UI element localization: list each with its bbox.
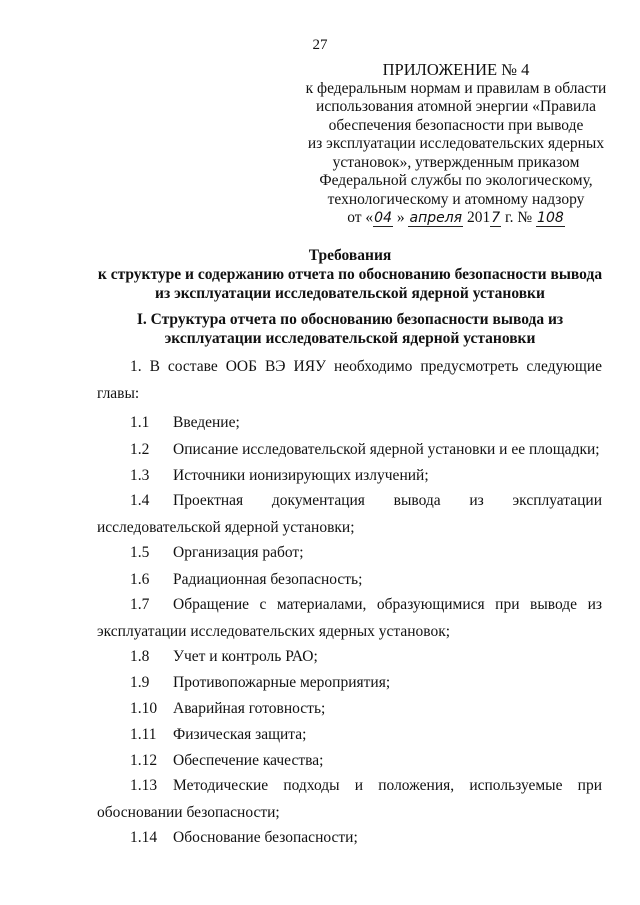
item-text: Противопожарные мероприятия; — [173, 674, 391, 691]
list-item — [97, 772, 602, 826]
document-title — [40, 246, 640, 303]
item-number: 1.4 — [130, 492, 150, 509]
order-month-handwritten: апреля — [409, 210, 463, 226]
item-number: 1.2 — [130, 441, 150, 458]
section-heading-line: эксплуатации исследовательской ядерной установки — [164, 330, 536, 347]
appendix-line: Федеральной службы по экологическому, — [319, 172, 593, 189]
page-number: 27 — [312, 37, 328, 53]
item-text: Обращение с материалами, образующимися при выводе из эксплуатации исследовательских ядерных установок; — [97, 596, 602, 640]
section-heading — [40, 310, 640, 348]
item-text: Физическая защита; — [173, 726, 307, 743]
order-mid: » — [392, 209, 409, 226]
title-line: Требования — [308, 247, 392, 264]
order-line — [300, 209, 612, 228]
section-heading-line: I. Структура отчета по обоснованию безопасности вывода из — [136, 311, 564, 328]
appendix-line: установок», утвержденным приказом — [332, 153, 580, 171]
item-text: Введение; — [173, 414, 240, 431]
appendix-line: обеспечения безопасности при выводе — [328, 116, 584, 134]
list-item — [97, 436, 602, 463]
order-day-handwritten: 04 — [374, 210, 392, 226]
order-number-handwritten: 108 — [537, 210, 564, 226]
item-text: Обеспечение качества; — [173, 752, 324, 769]
item-text: Проектная документация вывода из эксплуатации исследовательской ядерной установки; — [97, 492, 602, 536]
item-text: Методические подходы и положения, используемые при обосновании безопасности; — [97, 777, 602, 821]
list-item — [97, 695, 602, 722]
item-number: 1.12 — [130, 752, 158, 769]
list-item — [97, 487, 602, 541]
item-number: 1.10 — [130, 700, 158, 717]
list-item — [97, 566, 602, 593]
appendix-line: технологическому и атомному надзору — [327, 190, 585, 208]
order-year-start: 201 — [463, 209, 491, 226]
item-number: 1.7 — [130, 596, 150, 613]
list-item — [97, 747, 602, 774]
item-text: Радиационная безопасность; — [173, 571, 363, 588]
appendix-title: ПРИЛОЖЕНИЕ № 4 — [382, 60, 530, 79]
list-item — [97, 721, 602, 748]
appendix-line: из эксплуатации исследовательских ядерных — [307, 135, 605, 152]
list-item — [97, 462, 602, 489]
list-item — [97, 643, 602, 670]
list-item — [97, 669, 602, 696]
list-item — [97, 591, 602, 645]
order-year-end-handwritten: 7 — [491, 210, 501, 226]
item-number: 1.3 — [130, 467, 150, 484]
item-number: 1.1 — [130, 414, 150, 431]
item-number: 1.14 — [130, 829, 158, 846]
item-text: Обоснование безопасности; — [173, 829, 358, 846]
order-suffix: г. № — [501, 209, 537, 226]
appendix-line: к федеральным нормам и правилам в области — [305, 79, 607, 97]
item-number: 1.11 — [130, 726, 157, 743]
paragraph-1: 1. В составе ООБ ВЭ ИЯУ необходимо предусмотреть следующие главы: — [97, 358, 602, 402]
item-text: Источники ионизирующих излучений; — [173, 467, 429, 484]
title-line: к структуре и содержанию отчета по обоснованию безопасности вывода — [97, 266, 603, 283]
item-number: 1.8 — [130, 648, 150, 665]
list-item — [97, 409, 602, 436]
item-number: 1.5 — [130, 544, 150, 561]
item-text: Описание исследовательской ядерной установки и ее площадки; — [173, 441, 600, 458]
order-prefix: от « — [347, 209, 374, 226]
item-text: Аварийная готовность; — [173, 700, 326, 717]
list-item — [97, 539, 602, 566]
title-line: из эксплуатации исследовательской ядерной установки — [155, 285, 545, 302]
appendix-header — [300, 61, 612, 228]
item-text: Учет и контроль РАО; — [173, 648, 318, 665]
appendix-line: использования атомной энергии «Правила — [316, 98, 596, 115]
item-text: Организация работ; — [173, 544, 304, 561]
item-number: 1.9 — [130, 674, 150, 691]
list-item — [97, 824, 602, 851]
item-number: 1.13 — [130, 777, 158, 794]
item-number: 1.6 — [130, 571, 150, 588]
